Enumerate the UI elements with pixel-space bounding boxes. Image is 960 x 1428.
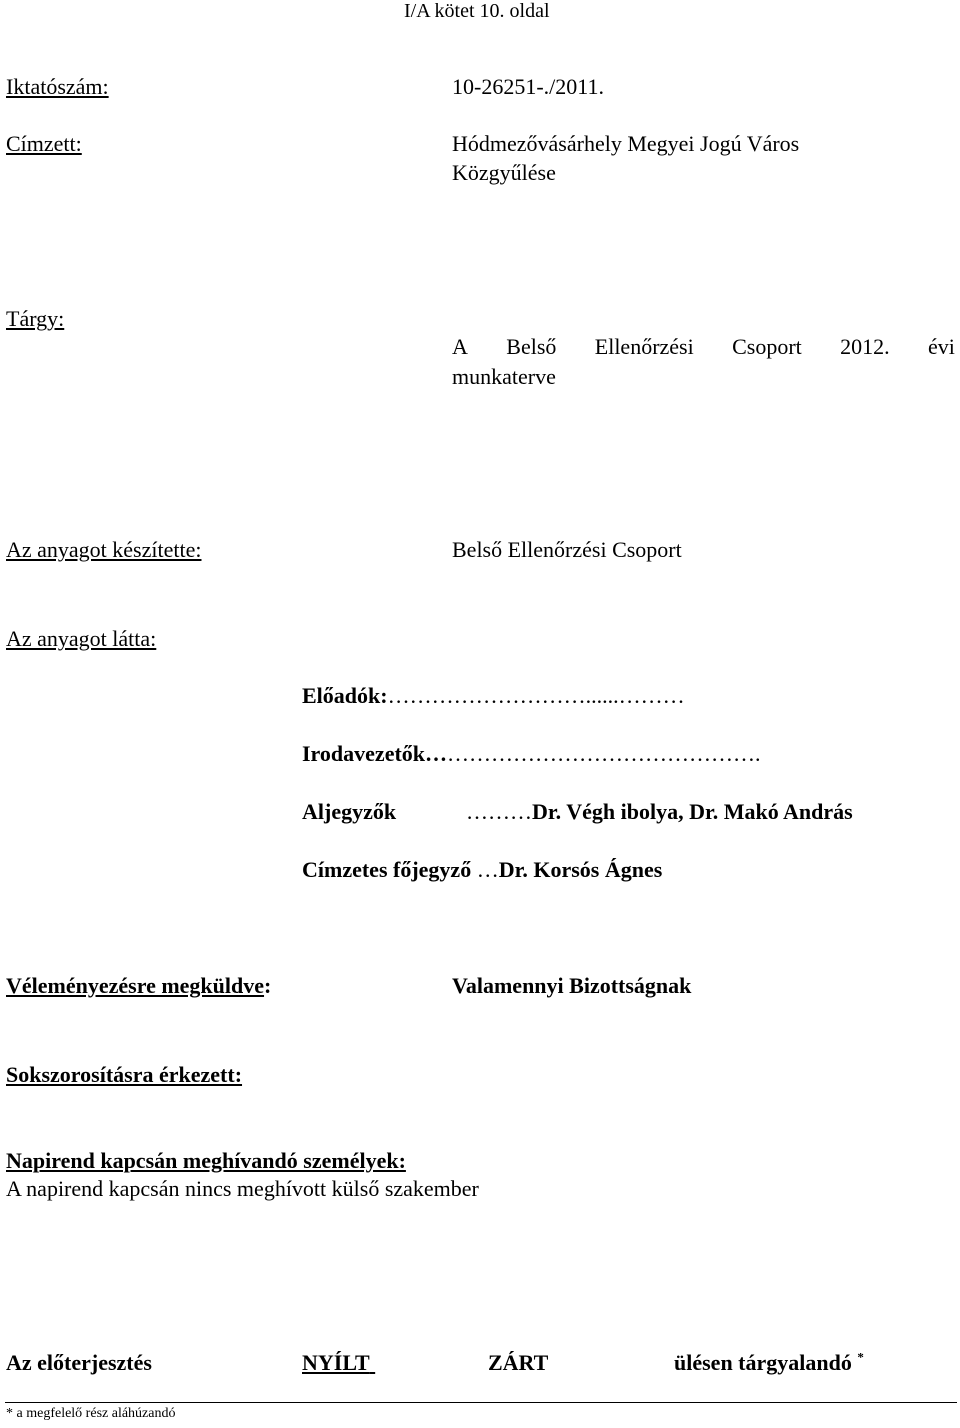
targy-word: A <box>452 334 468 359</box>
targy-line2: munkaterve <box>452 364 556 389</box>
velemenyezes-colon: : <box>264 973 272 998</box>
ulesen-label: ülésen tárgyalandó <box>674 1350 852 1375</box>
velemenyezes-row <box>6 973 271 999</box>
eloadok-row <box>302 683 685 709</box>
iktatoszam-value: 10-26251-./2011. <box>452 74 604 99</box>
targy-word: Ellenőrzési <box>594 334 694 359</box>
aljegyzok-dots: ……… <box>466 799 532 824</box>
targy-word: 2012. <box>840 334 890 359</box>
aljegyzok-value: Dr. Végh ibolya, Dr. Makó András <box>532 799 853 824</box>
cimzett-line1: Hódmezővásárhely Megyei Jogú Város <box>452 131 800 156</box>
cimzetes-row <box>302 857 662 883</box>
targy-word: Csoport <box>732 334 802 359</box>
nyilt-option <box>302 1350 375 1376</box>
cimzetes-label: Címzetes főjegyző <box>302 857 472 882</box>
irodavezetok-dots-a: … <box>425 741 448 766</box>
sokszorositas-label: Sokszorosításra érkezett: <box>6 1062 243 1087</box>
targy-word: Belső <box>506 334 557 359</box>
latta-label: Az anyagot látta: <box>6 626 157 651</box>
nyilt-text: NYÍLT <box>302 1350 370 1375</box>
footnote-divider <box>5 1402 957 1403</box>
napirend-label: Napirend kapcsán meghívandó személyek: <box>6 1148 406 1173</box>
targy-label: Tárgy: <box>6 306 65 331</box>
cimzetes-dots: … <box>476 857 499 882</box>
footnote: * a megfelelő rész aláhúzandó <box>6 1406 176 1421</box>
zart-option: ZÁRT <box>488 1350 549 1375</box>
targy-line1 <box>452 334 955 360</box>
irodavezetok-label: Irodavezetők <box>302 741 426 766</box>
cimzett-line2: Közgyűlése <box>452 160 556 185</box>
aljegyzok-label: Aljegyzők <box>302 799 397 824</box>
irodavezetok-dots-b: ……………………………………. <box>447 741 761 766</box>
keszitette-label: Az anyagot készítette: <box>6 537 202 562</box>
cimzetes-value: Dr. Korsós Ágnes <box>498 857 663 882</box>
keszitette-value: Belső Ellenőrzési Csoport <box>452 537 682 562</box>
eloadok-label: Előadók: <box>302 683 388 708</box>
irodavezetok-row <box>302 741 761 767</box>
iktatoszam-label: Iktatószám: <box>6 74 109 99</box>
ulesen-text <box>674 1350 864 1376</box>
eloterjesztes-label: Az előterjesztés <box>6 1350 152 1375</box>
cimzett-label: Címzett: <box>6 131 82 156</box>
page-header: I/A kötet 10. oldal <box>404 0 550 22</box>
velemenyezes-label: Véleményezésre megküldve <box>6 973 265 998</box>
footnote-marker: * <box>857 1349 864 1365</box>
eloadok-dots: ………………………......……… <box>387 683 685 708</box>
aljegyzok-row <box>466 799 853 825</box>
targy-word: évi <box>928 334 955 359</box>
velemenyezes-value: Valamennyi Bizottságnak <box>452 973 692 998</box>
napirend-text: A napirend kapcsán nincs meghívott külső szakember <box>6 1176 479 1201</box>
